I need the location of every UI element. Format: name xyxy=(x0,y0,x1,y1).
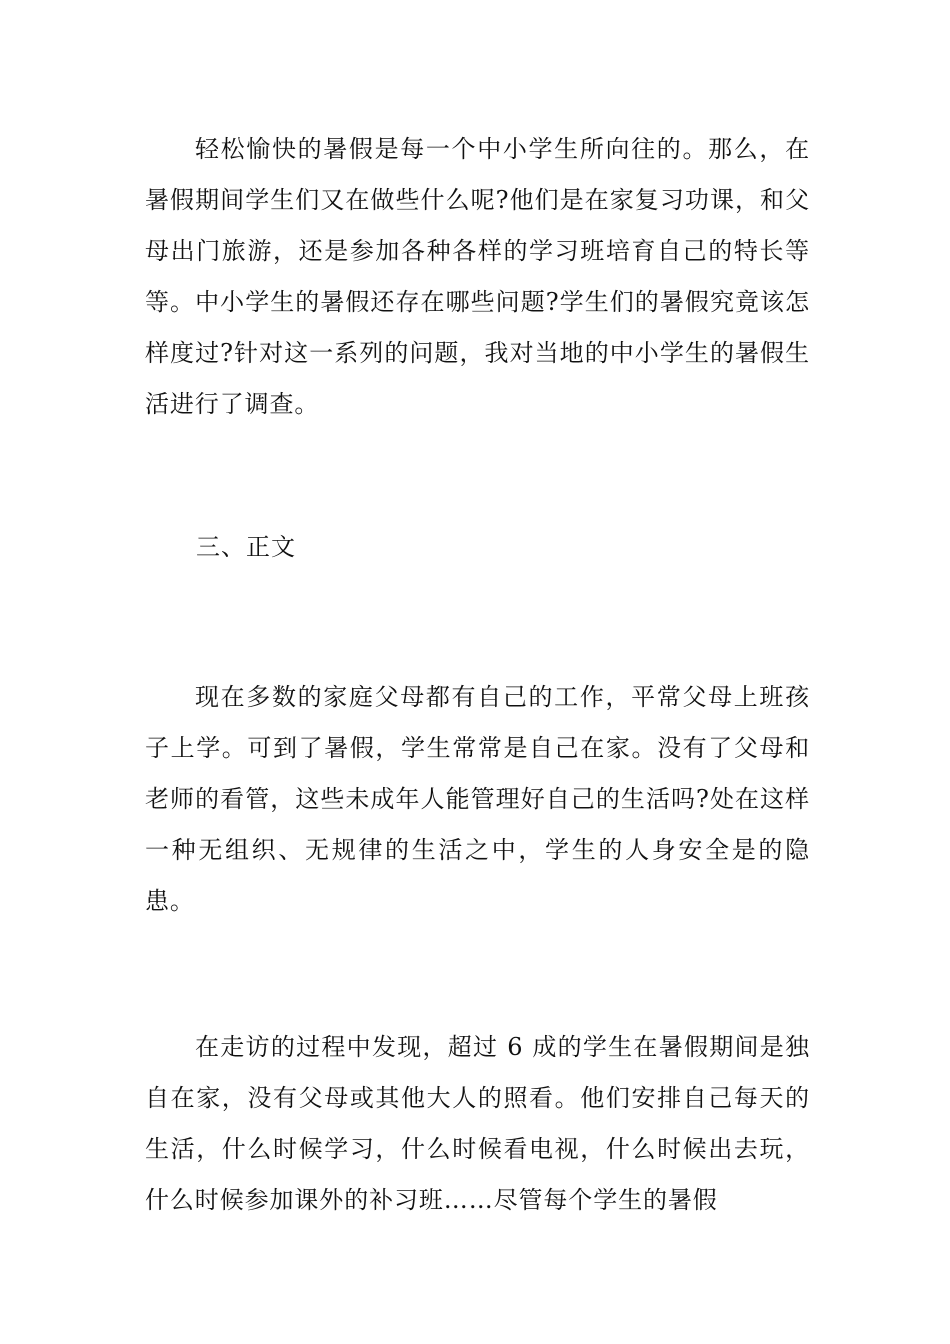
body-paragraph-1: 现在多数的家庭父母都有自己的工作，平常父母上班孩子上学。可到了暑假，学生常常是自己在家。没有了父母和老师的看管，这些未成年人能管理好自己的生活吗?处在这样一种无组织、无规律的生活之中，学生的人身安全是的隐患。 xyxy=(145,683,810,915)
body-paragraph-2: 在走访的过程中发现，超过 6 成的学生在暑假期间是独自在家，没有父母或其他大人的照看。他们安排自己每天的生活，什么时候学习，什么时候看电视，什么时候出去玩，什么时候参加课外的补习班……尽管每个学生的暑假 xyxy=(145,1033,810,1214)
section-heading: 三、正文 xyxy=(196,533,296,561)
intro-paragraph: 轻松愉快的暑假是每一个中小学生所向往的。那么，在暑假期间学生们又在做些什么呢?他们是在家复习功课，和父母出门旅游，还是参加各种各样的学习班培育自己的特长等等。中小学生的暑假还存在哪些问题?学生们的暑假究竟该怎样度过?针对这一系列的问题，我对当地的中小学生的暑假生活进行了调查。 xyxy=(145,135,810,418)
